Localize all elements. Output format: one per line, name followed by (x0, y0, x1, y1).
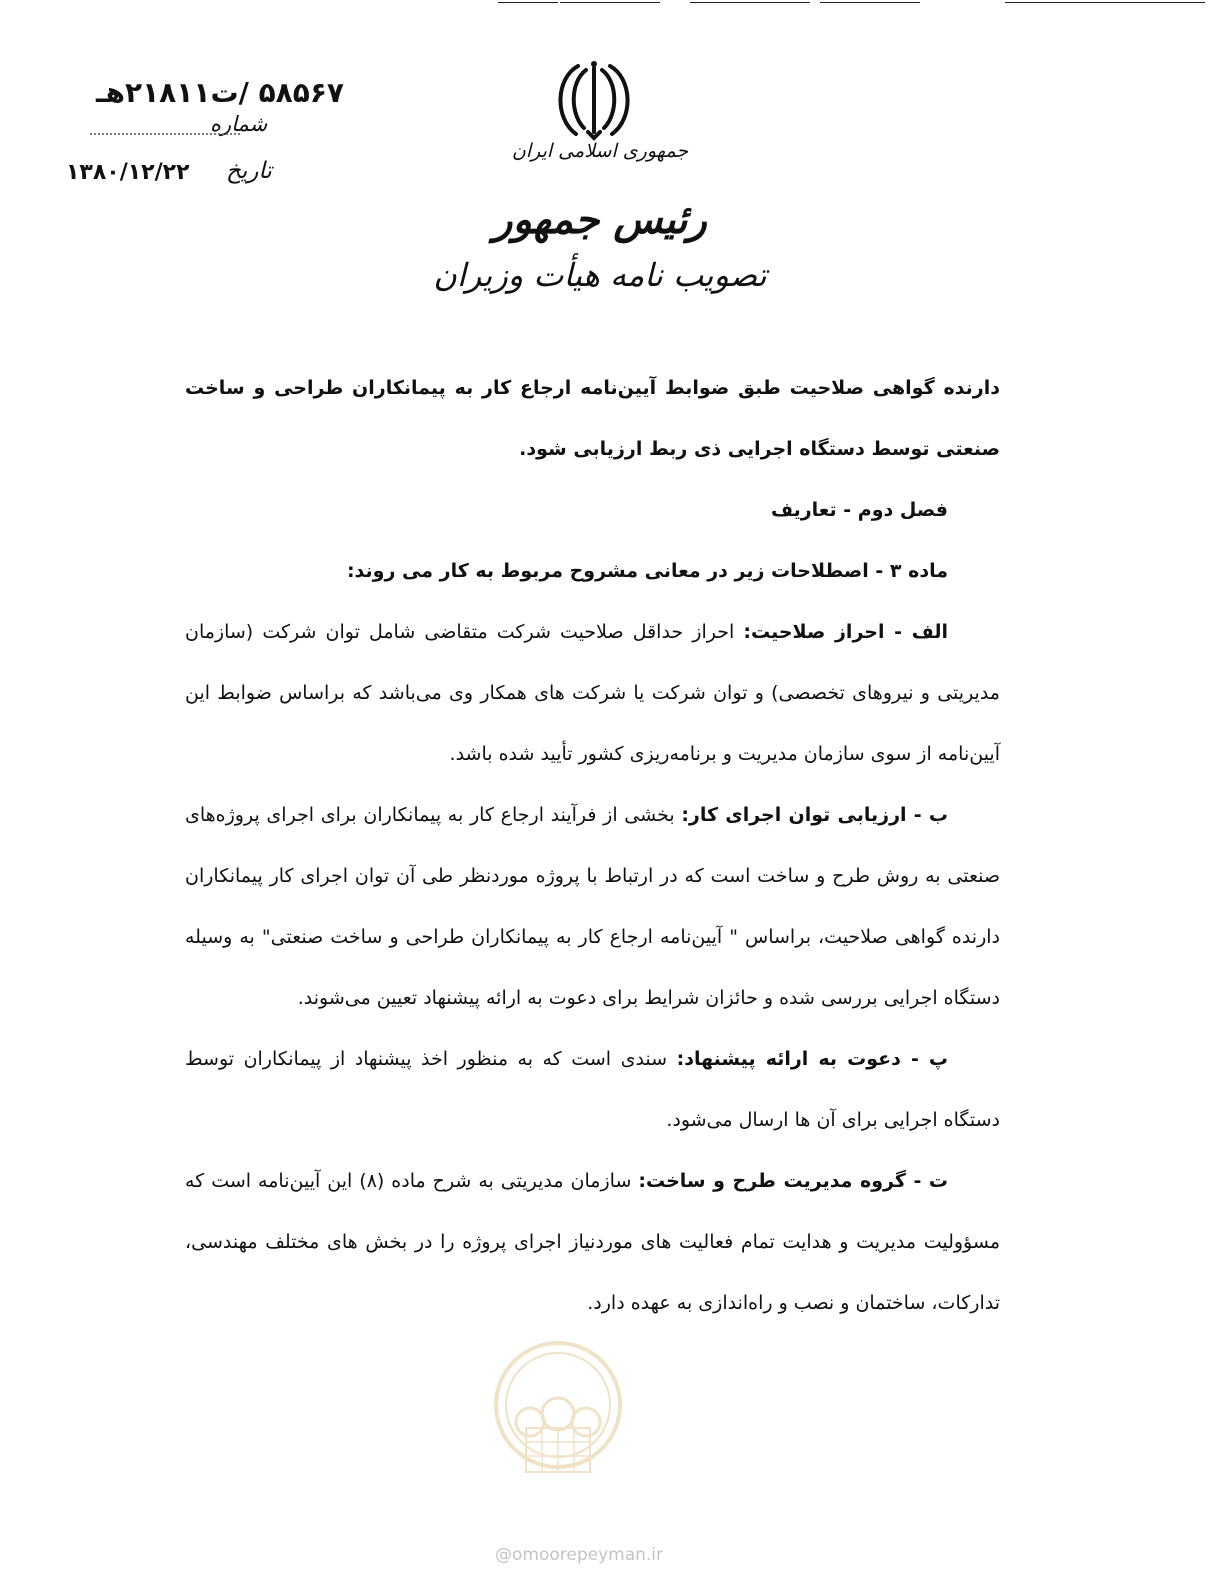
number-dots (90, 133, 240, 135)
seal-president: رئیس جمهور (493, 196, 707, 243)
document-body (185, 358, 1000, 1334)
top-rule-1 (498, 2, 558, 3)
top-rule-5 (1005, 2, 1205, 3)
letter-number: ۵۸۵۶۷ /ت۲۱۸۱۱هـ (96, 76, 345, 109)
article-3: ماده ۳ - اصطلاحات زیر در معانی مشروح مربوط به کار می روند: (346, 560, 948, 582)
iran-emblem-icon (548, 58, 640, 142)
top-rule-4 (820, 2, 920, 3)
definition-te (185, 1151, 1000, 1334)
definition-pe-text: سندی است که به منظور اخذ پیشنهاد از پیمانکاران توسط دستگاه اجرایی برای آن ها ارسال می‌شود. (185, 1048, 1000, 1131)
definition-pe-term: پ - دعوت به ارائه پیشنهاد: (676, 1048, 949, 1070)
number-label: شماره (210, 112, 268, 136)
definition-te-term: ت - گروه مدیریت طرح و ساخت: (638, 1170, 949, 1192)
watermark-url (495, 1545, 735, 1565)
definition-pe (185, 1029, 1000, 1151)
definition-alef-text: احراز حداقل صلاحیت شرکت متقاضی شامل توان شرکت (سازمان مدیریتی و نیروهای تخصصی) و توان شرکت یا شرکت های همکار وی می‌باشد که براساس ضوابط این آیین‌نامه از سوی سازمان مدیریت و برنامه‌ریزی کشور تأیید شده باشد. (185, 621, 1000, 765)
paragraph-intro: دارنده گواهی صلاحیت طبق ضوابط آیین‌نامه ارجاع کار به پیمانکاران طراحی و ساخت صنعتی توسط دستگاه اجرایی ذی ربط ارزیابی شود. (185, 377, 1000, 460)
section-heading: فصل دوم - تعاریف (770, 499, 948, 521)
top-rule-2 (560, 2, 660, 3)
date-value: ۱۳۸۰/۱۲/۲۲ (66, 160, 190, 185)
definition-alef (185, 602, 1000, 785)
definition-be-term: ب - ارزیابی توان اجرای کار: (681, 804, 949, 826)
seal-country: جمهوری اسلامی ایران (511, 140, 689, 162)
definition-be-text: بخشی از فرآیند ارجاع کار به پیمانکاران برای اجرای پروژه‌های صنعتی به روش طرح و ساخت است که در ارتباط با پروژه موردنظر طی آن توان اجرای کار پیمانکاران دارنده گواهی صلاحیت، براساس " آیین‌نامه ارجاع کار به پیمانکاران طراحی و ساخت صنعتی" به وسیله دستگاه اجرایی بررسی شده و حائزان شرایط برای دعوت به ارائه پیشنهاد تعیین می‌شوند. (185, 804, 1000, 1009)
definition-alef-term: الف - احراز صلاحیت: (743, 621, 948, 643)
definition-be (185, 785, 1000, 1029)
seal-cabinet: تصویب نامه هیأت وزیران (433, 256, 767, 294)
date-label: تاریخ (226, 158, 272, 184)
watermark-url-text: omoorepeyman.ir (512, 1545, 664, 1565)
watermark-stamp-icon (488, 1330, 628, 1500)
definition-te-text: سازمان مدیریتی به شرح ماده (۸) این آیین‌نامه است که مسؤولیت مدیریت و هدایت تمام فعالیت های موردنیاز اجرای پروژه را در بخش های مختلف مهندسی، تدارکات، ساختمان و نصب و راه‌اندازی به عهده دارد. (185, 1170, 1000, 1314)
at-sign-icon: @ (495, 1545, 512, 1565)
top-rule-3 (690, 2, 810, 3)
